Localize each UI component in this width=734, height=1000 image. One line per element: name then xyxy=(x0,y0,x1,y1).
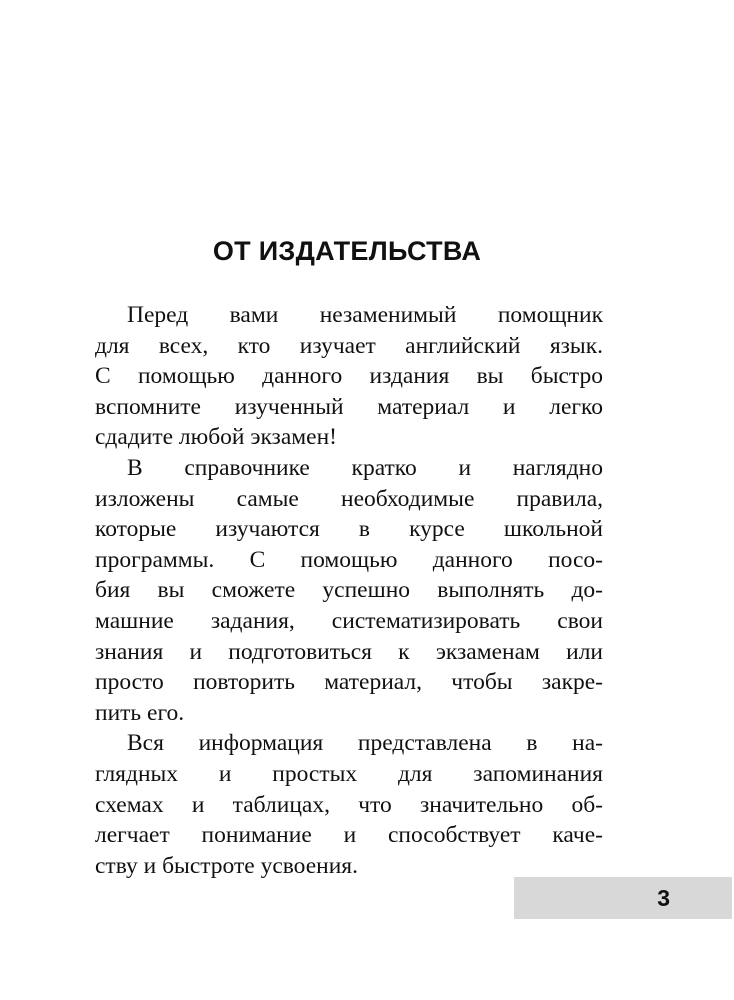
page-number: 3 xyxy=(657,885,670,911)
text-line: программы. С помощью данного посо- xyxy=(95,546,603,573)
text-line: изложены самые необходимые правила, xyxy=(95,485,603,512)
paragraph-1 xyxy=(95,300,603,453)
text-line: пить его. xyxy=(95,699,185,726)
text-line: глядных и простых для запоминания xyxy=(95,760,603,787)
text-line: бия вы сможете успешно выполнять до- xyxy=(95,577,603,604)
text-line: С помощью данного издания вы быстро xyxy=(95,363,603,390)
text-line: просто повторить материал, чтобы закре- xyxy=(95,669,603,696)
text-line: которые изучаются в курсе школьной xyxy=(95,516,603,543)
text-line: Вся информация представлена в на- xyxy=(127,730,603,757)
body-text xyxy=(95,300,603,881)
text-line: ству и быстроте усвоения. xyxy=(95,852,358,879)
text-line: вспомните изученный материал и легко xyxy=(95,393,603,420)
text-line: легчает понимание и способствует каче- xyxy=(95,822,603,849)
text-line: машние задания, систематизировать свои xyxy=(95,607,603,634)
page-heading: ОТ ИЗДАТЕЛЬСТВА xyxy=(212,236,482,266)
text-line: Перед вами незаменимый помощник xyxy=(127,302,603,328)
text-line: схемах и таблицах, что значительно об- xyxy=(95,791,603,818)
paragraph-2 xyxy=(95,453,603,728)
text-line: знания и подготовиться к экзаменам или xyxy=(95,638,603,665)
paragraph-3 xyxy=(95,728,603,881)
text-line: В справочнике кратко и наглядно xyxy=(127,454,603,481)
text-line: для всех, кто изучает английский язык. xyxy=(95,332,603,359)
text-line: сдадите любой экзамен! xyxy=(95,424,337,451)
